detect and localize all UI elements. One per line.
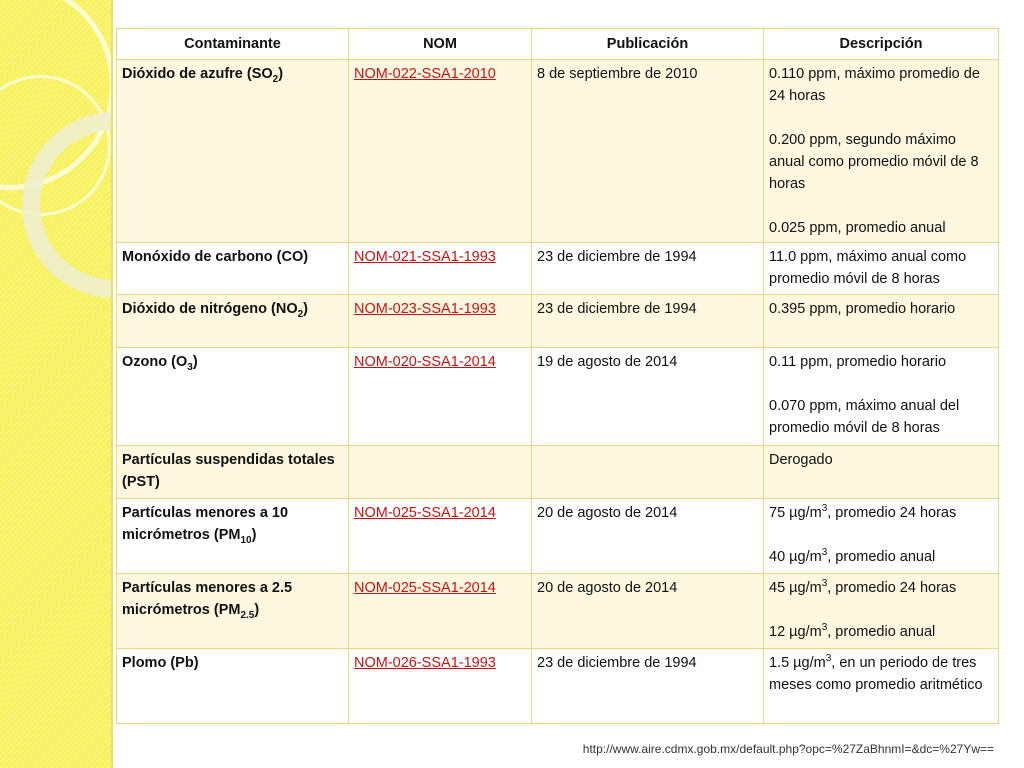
nom-link[interactable]: NOM-023-SSA1-1993 <box>349 295 532 348</box>
nom-link[interactable]: NOM-025-SSA1-2014 <box>349 574 532 649</box>
column-header-publication: Publicación <box>532 29 764 60</box>
cell-contaminant: Dióxido de azufre $(SO_2)$ <box>117 60 349 243</box>
table-row <box>117 499 999 574</box>
cell-description <box>764 499 999 574</box>
cell-contaminant: Plomo (Pb) <box>117 649 349 724</box>
cell-publication <box>532 446 764 499</box>
description-line: 0.025 ppm, promedio anual <box>769 220 946 236</box>
cell-description <box>764 295 999 348</box>
cell-contaminant: Partículas menores a 2.5 micrómetros $(PM_{2.5})$ <box>117 574 349 649</box>
nom-link[interactable]: NOM-025-SSA1-2014 <box>349 499 532 574</box>
description-line: 1.5 $\mu g/m^3$, en un periodo de tres meses como promedio aritmético <box>769 653 983 693</box>
table-row <box>117 649 999 724</box>
column-header-nom: NOM <box>349 29 532 60</box>
cell-description <box>764 649 999 724</box>
cell-contaminant: Ozono $(O_3)$ <box>117 348 349 446</box>
nom-link <box>349 446 532 499</box>
cell-contaminant: Partículas menores a 10 micrómetros $(PM_{10})$ <box>117 499 349 574</box>
table-row <box>117 574 999 649</box>
cell-description <box>764 574 999 649</box>
description-line: 40 $\mu g/m^3$, promedio anual <box>769 547 936 565</box>
description-line: 0.11 ppm, promedio horario <box>769 354 947 370</box>
table-body <box>117 60 999 724</box>
cell-description <box>764 446 999 499</box>
column-header-description: Descripción <box>764 29 999 60</box>
table-row <box>117 243 999 295</box>
cell-publication: 23 de diciembre de 1994 <box>532 649 764 724</box>
cell-description <box>764 60 999 243</box>
description-line: 12 $\mu g/m^3$, promedio anual <box>769 622 936 640</box>
cell-contaminant: Monóxido de carbono (CO) <box>117 243 349 295</box>
cell-description <box>764 348 999 446</box>
nom-link[interactable]: NOM-021-SSA1-1993 <box>349 243 532 295</box>
cell-contaminant: Dióxido de nitrógeno $(NO_2)$ <box>117 295 349 348</box>
cell-publication: 8 de septiembre de 2010 <box>532 60 764 243</box>
cell-contaminant: Partículas suspendidas totales (PST) <box>117 446 349 499</box>
sidebar-divider <box>111 0 113 768</box>
table-header-row <box>117 29 999 60</box>
table-row <box>117 295 999 348</box>
source-url[interactable]: http://www.aire.cdmx.gob.mx/default.php?opc=%27ZaBhnmI=&dc=%27Yw== <box>582 742 994 756</box>
cell-publication: 20 de agosto de 2014 <box>532 499 764 574</box>
air-quality-standards-table <box>116 28 999 724</box>
description-line: 0.200 ppm, segundo máximo anual como promedio móvil de 8 horas <box>769 132 979 192</box>
cell-publication: 23 de diciembre de 1994 <box>532 295 764 348</box>
table-row <box>117 446 999 499</box>
decorative-sidebar <box>0 0 113 768</box>
nom-link[interactable]: NOM-026-SSA1-1993 <box>349 649 532 724</box>
table-row <box>117 348 999 446</box>
description-line: 75 $\mu g/m^3$, promedio 24 horas <box>769 503 957 521</box>
cell-publication: 19 de agosto de 2014 <box>532 348 764 446</box>
description-line: 45 $\mu g/m^3$, promedio 24 horas <box>769 578 957 596</box>
column-header-contaminant: Contaminante <box>117 29 349 60</box>
description-line: 0.110 ppm, máximo promedio de 24 horas <box>769 66 980 104</box>
description-line: Derogado <box>769 452 833 468</box>
nom-link[interactable]: NOM-022-SSA1-2010 <box>349 60 532 243</box>
description-line: 0.070 ppm, máximo anual del promedio móvil de 8 horas <box>769 398 960 436</box>
description-line: 0.395 ppm, promedio horario <box>769 301 956 317</box>
cell-publication: 23 de diciembre de 1994 <box>532 243 764 295</box>
description-line: 11.0 ppm, máximo anual como promedio móvil de 8 horas <box>769 249 967 287</box>
table-row <box>117 60 999 243</box>
cell-publication: 20 de agosto de 2014 <box>532 574 764 649</box>
cell-description <box>764 243 999 295</box>
nom-link[interactable]: NOM-020-SSA1-2014 <box>349 348 532 446</box>
